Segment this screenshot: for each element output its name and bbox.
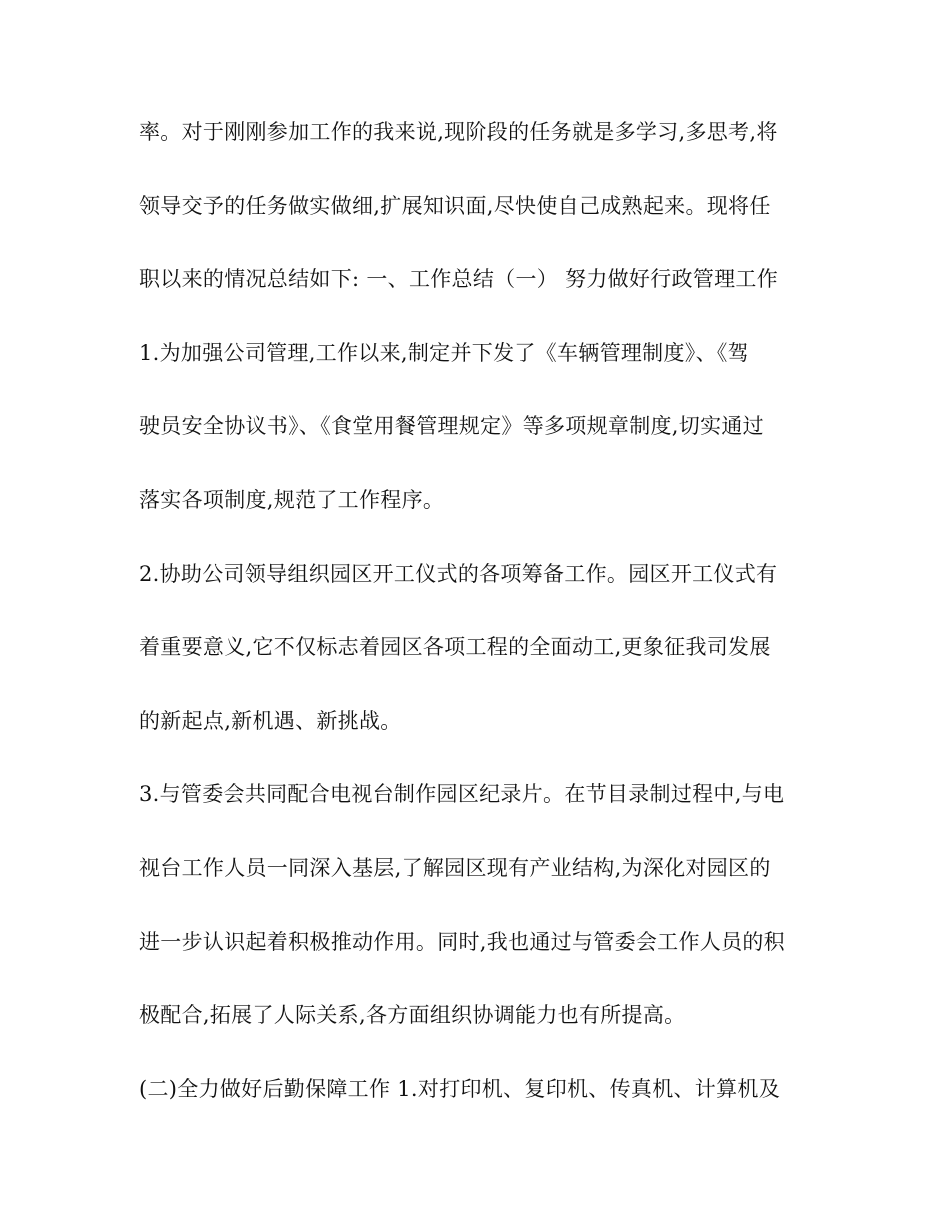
text-line: 驶员安全协议书》、《食堂用餐管理规定》等多项规章制度,切实通过: [139, 414, 764, 439]
text-line: 落实各项制度,规范了工作程序。: [139, 487, 445, 512]
text-line: 率。对于刚刚参加工作的我来说,现阶段的任务就是多学习,多思考,将: [139, 120, 778, 144]
text-line: 2.协助公司领导组织园区开工仪式的各项筹备工作。园区开工仪式有: [139, 561, 778, 586]
text-line: 进一步认识起着积极推动作用。同时,我也通过与管委会工作人员的积: [139, 929, 785, 954]
text-line: 1.为加强公司管理,工作以来,制定并下发了《车辆管理制度》、《驾: [139, 340, 749, 365]
text-line: 3.与管委会共同配合电视台制作园区纪录片。在节目录制过程中,与电: [139, 782, 785, 807]
text-line: 极配合,拓展了人际关系,各方面组织协调能力也有所提高。: [139, 1003, 686, 1028]
document-body: [139, 120, 819, 1150]
text-line: 的新起点,新机遇、新挑战。: [139, 708, 402, 733]
text-line: 着重要意义,它不仅标志着园区各项工程的全面动工,更象征我司发展: [139, 635, 771, 660]
text-line: 职以来的情况总结如下: 一、工作总结（一） 努力做好行政管理工作: [139, 267, 779, 292]
text-line: 视台工作人员一同深入基层,了解园区现有产业结构,为深化对园区的: [139, 855, 771, 880]
text-line: 领导交予的任务做实做细,扩展知识面,尽快使自己成熟起来。现将任: [139, 193, 771, 218]
text-line: (二)全力做好后勤保障工作 1.对打印机、复印机、传真机、计算机及: [139, 1076, 780, 1101]
